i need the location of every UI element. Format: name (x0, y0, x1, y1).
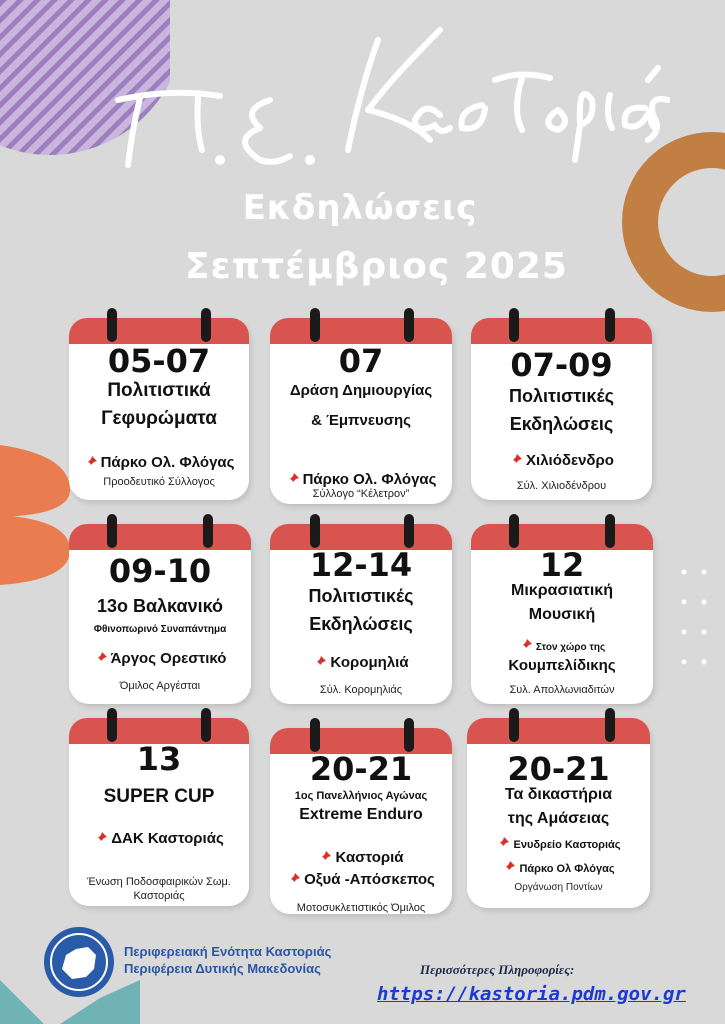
event-location: Κορομηλιά (270, 654, 452, 671)
orange-shape-decoration (0, 445, 70, 585)
event-title: Γεφυρώματα (101, 408, 217, 429)
event-location: Ενυδρείο Καστοριάς (467, 836, 650, 851)
pushpin-icon (318, 850, 332, 864)
event-location: Χιλιόδενδρο (471, 452, 652, 469)
calendar-ring (201, 708, 211, 742)
event-card-5 (270, 524, 452, 704)
event-location: ΔΑΚ Καστοριάς (69, 830, 249, 847)
event-title: Εκδηλώσεις (309, 614, 413, 634)
pushpin-icon (84, 455, 98, 469)
month-heading: Σεπτέμβριος 2025 (185, 246, 568, 287)
event-location: Πάρκο Ολ Φλόγας (467, 860, 650, 875)
event-title: Πολιτιστικά (107, 380, 211, 401)
event-location: Κουμπελίδικης (508, 657, 616, 674)
calendar-ring (509, 514, 519, 548)
calendar-ring (509, 708, 519, 742)
event-card-2 (270, 318, 452, 504)
calendar-ring (509, 308, 519, 342)
pushpin-icon (502, 860, 516, 874)
events-heading: Εκδηλώσεις (242, 188, 478, 228)
calendar-ring (605, 308, 615, 342)
event-organizer: Μοτοσυκλετιστικός Όμιλος (296, 902, 426, 914)
event-date: 07 (338, 342, 384, 380)
event-title: Πολιτιστικές (308, 586, 414, 606)
calendar-ring (605, 514, 615, 548)
event-organizer: Προοδευτικό Σύλλογος (103, 476, 215, 488)
pushpin-icon (519, 638, 533, 652)
event-card-4 (69, 524, 251, 704)
event-date: 20-21 (507, 750, 610, 788)
calendar-ring (605, 708, 615, 742)
handwritten-title (110, 0, 670, 180)
dots-decoration (676, 560, 716, 680)
event-organizer: Όμιλος Αργέσται (119, 680, 201, 692)
pushpin-icon (94, 651, 108, 665)
event-subtitle: 1ος Πανελλήνιος Αγώνας (294, 790, 428, 802)
event-title: Μουσική (528, 606, 596, 623)
event-title: SUPER CUP (103, 786, 215, 807)
event-title: Εκδηλώσεις (509, 414, 614, 434)
event-title: Πολιτιστικές (509, 386, 614, 406)
calendar-ring (310, 308, 320, 342)
event-location: Καστοριά (270, 849, 452, 866)
calendar-ring (107, 308, 117, 342)
org-name-line1: Περιφερειακή Ενότητα Καστοριάς (124, 944, 332, 959)
pushpin-icon (509, 453, 523, 467)
event-title: & Έμπνευσης (311, 412, 411, 429)
event-date: 09-10 (108, 552, 212, 590)
event-card-3 (471, 318, 652, 500)
event-date: 12-14 (309, 546, 413, 584)
more-info-label: Περισσότερες Πληροφορίες: (420, 962, 575, 977)
event-title: Δράση Δημιουργίας (289, 382, 433, 399)
calendar-ring (310, 514, 320, 548)
event-card-7 (69, 718, 249, 906)
calendar-ring (404, 514, 414, 548)
event-location-prefix: Στον χώρο της (471, 638, 653, 653)
calendar-ring (404, 308, 414, 342)
pushpin-icon (313, 655, 327, 669)
event-title: 13ο Βαλκανικό (96, 596, 224, 616)
pushpin-icon (496, 836, 510, 850)
event-card-9 (467, 718, 650, 908)
calendar-ring (107, 708, 117, 742)
event-date: 12 (539, 546, 585, 584)
event-date: 13 (136, 740, 182, 778)
event-location: Άργος Ορεστικό (69, 650, 251, 667)
calendar-ring (107, 514, 117, 548)
event-title: Extreme Enduro (299, 806, 423, 823)
calendar-ring (201, 308, 211, 342)
org-name-line2: Περιφέρεια Δυτικής Μακεδονίας (124, 961, 321, 976)
event-organizer: Καστοριάς (133, 890, 185, 902)
pushpin-icon (287, 872, 301, 886)
event-organizer: Οργάνωση Ποντίων (514, 882, 603, 893)
event-card-6 (471, 524, 653, 704)
region-logo (42, 925, 116, 999)
event-location: Οξυά -Απόσκεπος (270, 871, 452, 888)
event-organizer: Σύλλογο “Κέλετρον” (312, 488, 410, 500)
event-date: 05-07 (107, 342, 211, 380)
pushpin-icon (286, 472, 300, 486)
event-organizer: Σύλ. Χιλιοδένδρου (516, 480, 607, 492)
event-date: 20-21 (309, 750, 413, 788)
calendar-ring (310, 718, 320, 752)
pushpin-icon (94, 831, 108, 845)
event-title: Τα δικαστήρια (504, 786, 613, 803)
event-title: της Αμάσειας (507, 810, 610, 827)
website-link[interactable]: https://kastoria.pdm.gov.gr (377, 983, 686, 1005)
event-location: Πάρκο Ολ. Φλόγας (69, 454, 249, 471)
event-card-8 (270, 728, 452, 914)
event-card-1 (69, 318, 249, 500)
event-location: Πάρκο Ολ. Φλόγας (270, 471, 452, 488)
event-organizer: Συλ. Απολλωνιαδιτών (509, 684, 615, 696)
event-date: 07-09 (510, 346, 613, 384)
calendar-ring (203, 514, 213, 548)
event-organizer: Ένωση Ποδοσφαιρικών Σωμ. (87, 876, 231, 888)
event-subtitle: Φθινοπωρινό Συναπάντημα (93, 624, 227, 635)
calendar-ring (404, 718, 414, 752)
event-title: Μικρασιατική (511, 582, 613, 599)
event-organizer: Σύλ. Κορομηλιάς (319, 684, 403, 696)
